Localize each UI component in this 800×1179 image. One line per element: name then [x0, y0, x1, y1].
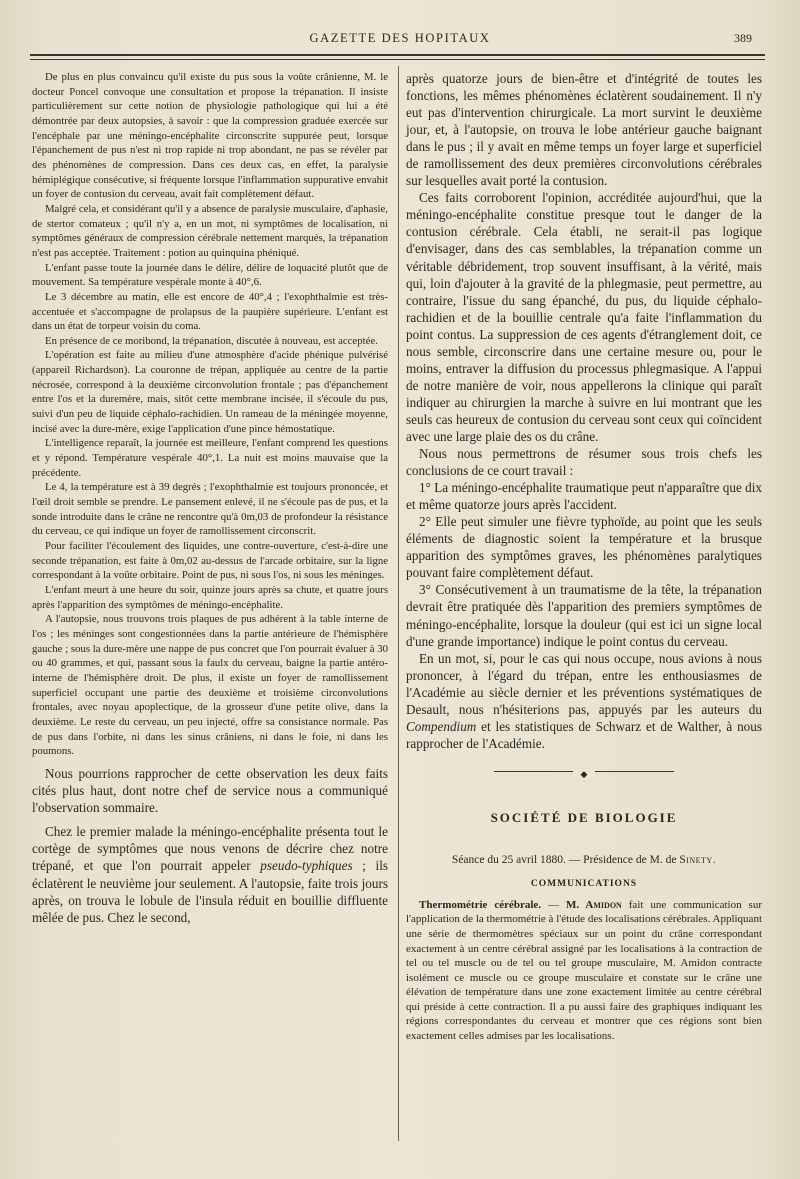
text-run: et les statistiques de Schwarz et de Walther, à nous rapprocher de l'Académie. — [406, 718, 762, 751]
conclusions — [406, 70, 762, 752]
text-run: Chez le premier malade la méningo-encéphalite présenta tout le cortège de symptômes que nous venons de décrire chez notre trépané, et que l'on pourrait appeler — [32, 823, 388, 874]
commentary — [32, 765, 388, 927]
paragraph: Nous nous permettrons de résumer sous trois chefs les conclusions de ce court travail : — [406, 446, 762, 479]
right-column — [406, 70, 762, 1043]
paragraph: De plus en plus convaincu qu'il existe du pus sous la voûte crânienne, M. le docteur Poncel convoque une consultation et propose la trépanation. Il insiste particulièrement sur cette notion de physiologie pathologique qui lui a été démontrée par deux autopsies, à savoir : que la compression graduée exercée sur l'encéphale par une méningo-encéphalite circonscrite suppurée peut, lorsque l'épanchement de pus n'est ni trop rapide ni trop abondant, ne pas se révéler par des phénomènes de compression. Dans ces deux cas, en effet, la paralysie hémiplégique consécutive, si fréquente lorsque l'inflammation suppurative envahit un foyer de contusion du cerveau, avait fait complètement défaut. — [32, 71, 388, 201]
header-rule-thin — [30, 59, 765, 60]
paragraph — [406, 898, 762, 1043]
italic-term: pseudo-typhiques — [260, 858, 353, 874]
column-divider — [398, 66, 399, 1141]
session-info — [406, 854, 762, 866]
paragraph: Le 3 décembre au matin, elle est encore de 40°,4 ; l'exophthalmie est très-accentuée et s'accompagne de prolapsus de la paupière supérieure. L'enfant est dans un état de torpeur voisin du coma. — [32, 290, 388, 333]
section-separator — [406, 760, 762, 782]
paragraph: Nous pourrions rapprocher de cette observation les deux faits cités plus haut, dont notre chef de service nous a communiqué l'observation sommaire. — [32, 765, 388, 816]
header-rule — [30, 54, 765, 56]
paragraph: A l'autopsie, nous trouvons trois plaques de pus adhérent à la table interne de l'os ; les méninges sont congestionnées dans la partie antérieure de l'hémisphère gauche ; sous la dure-mère une nappe de pus concret que l'on pourrait évaluer à 30 ou 40 grammes, et qui, passant sous la faulx du cerveau, baigne la partie antéro-interne de l'hémisphère droit. De plus, il existe un foyer de ramollissement superficiel occupant une partie des deuxième et troisième circonvolutions frontales, avec noyau apoplectique, de la grosseur d'une petite olive, dans la deuxième. Le reste du cerveau, un peu injecté, offre sa consistance normale. Pas de pus dans l'orbite, ni dans les sinus crâniens, ni dans le foie, ni dans les poumons. — [32, 613, 388, 758]
author-name: M. Amidon — [565, 898, 622, 911]
session-date: Séance du 25 avril 1880. — Présidence de M. de — [451, 853, 680, 866]
subsection-heading: COMMUNICATIONS — [530, 878, 638, 889]
text-run: fait une communication sur l'application de la thermométrie à l'étude des localisations cérébrales. Appliquant une série de thermomètres spéciaux sur un point du crâne correspondant exactement à un centre cérébral assigné par les localisations à la contraction de tel ou tel muscle ou de tel ou tel groupe musculaire, M. Amidon contracte isolément ce muscle ou ce groupe musculaire et constate sur le crâne une élévation de température dans une zone exactement limitée au centre cérébral qui préside à cette contraction. Il a pu aussi faire des graphiques indiquant les régions correspondantes du cerveau et montrer que ces régions sont bien exactement celles admises par les localisations. — [406, 898, 762, 1042]
paragraph: L'enfant meurt à une heure du soir, quinze jours après sa chute, et quatre jours après l'apparition des symptômes de méningo-encéphalite. — [32, 583, 388, 611]
paragraph: Le 4, la température est à 39 degrés ; l'exophthalmie est toujours prononcée, et l'œil droit semble se prendre. Le pansement enlevé, il ne s'écoule pas de pus, et la sonde introduite dans le crâne ne rencontre qu'à 0m,03 de profondeur la résistance du cerveau, ce qui indique un foyer de ramollissement circonscrit. — [32, 481, 388, 538]
page-number: 389 — [734, 31, 752, 45]
paragraph: En présence de ce moribond, la trépanation, discutée à nouveau, est acceptée. — [45, 334, 378, 347]
running-title: GAZETTE DES HOPITAUX — [309, 31, 491, 45]
paragraph: Ces faits corroborent l'opinion, accréditée aujourd'hui, que la méningo-encéphalite constitue presque tout le danger de la contusion cérébrale. Cela établi, ne serait-il pas logique d'envisager, dans des cas semblables, la trépanation comme un véritable débridement, trop souvent insuffisant, à la vérité, mais qui, loin d'ajouter à la gravité de la phlegmasie, peut permettre, au contraire, l'issue du sang épanché, du pus, du liquide céphalo-rachidien et de la bouillie centrale qu'a faite l'inflammation du point contus. La suppression de ces agents d'étranglement doit, ce nous semble, circonscrire dans une certaine mesure ou, pour le moins, entraver la diffusion du processus phlegmasique. A l'appui de notre manière de voir, nous appellerons la clinique qui paraît indiquer au chirurgien la marche à suivre en lui montrant que les seuls cas heureux de contusion du cerveau sont ceux qui coïncident avec une large plaie des os du crâne. — [406, 190, 762, 444]
conclusion-item: 3° Consécutivement à un traumatisme de la tête, la trépanation devrait être pratiquée dès l'apparition des premiers symptômes de méningo-encéphalite, lorsque la douleur (qui est ici un signe local d'une grande importance) indique le point contus du cerveau. — [406, 582, 762, 649]
conclusion-item: 1° La méningo-encéphalite traumatique peut n'apparaître que dix et même quatorze jours après l'accident. — [406, 480, 762, 513]
paragraph: L'enfant passe toute la journée dans le délire, délire de loquacité plutôt que de mouvement. Sa température vespérale monte à 40°,6. — [32, 261, 388, 289]
text-run: En un mot, si, pour le cas qui nous occupe, nous avions à nous prononcer, à l'égard du trépan, entre les enthousiasmes de l'Académie au siècle dernier et les préventions systématiques de Desault, nous n'hésiterions pas, appuyés par les auteurs du — [406, 650, 762, 717]
paragraph: L'intelligence reparaît, la journée est meilleure, l'enfant comprend les questions et y répond. Température vespérale 40°,1. La nuit est moins mauvaise que la précédente. — [32, 437, 388, 479]
paragraph: Malgré cela, et considérant qu'il y a absence de paralysie musculaire, d'aphasie, de stertor comateux ; qu'il n'y a, en un mot, ni symptômes de localisation, ni symptômes généraux de compression cérébrale nettement marqués, la trépanation n'est pas acceptée. Traitement : potion au quinquina phéniqué. — [32, 202, 388, 259]
section-title: SOCIÉTÉ DE BIOLOGIE — [490, 809, 678, 825]
paragraph: L'opération est faite au milieu d'une atmosphère d'acide phénique pulvérisé (appareil Richardson). La couronne de trépan, appliquée au centre de la partie nécrosée, correspond à la deuxième circonvolution frontale ; pas d'épanchement entre l'os et la duremère, mais, sitôt cette membrane incisée, il s'écoule du pus, suivi d'un peu de liquide céphalo-rachidien. Un rameau de la méningée moyenne, incisé avec la dure-mère, exige l'application d'une pince hémostatique. — [32, 349, 388, 435]
paragraph: après quatorze jours de bien-être et d'intégrité de toutes les fonctions, les mêmes phénomènes éclatèrent soudainement. Il n'y eut pas d'intervention chirurgicale. La mort survint le deuxième jour, et, à l'autopsie, on trouva le lobe antérieur gauche baignant dans le pus ; il y avait en même temps un foyer large et superficiel de ramollissement des deux premières circonvolutions cérébrales sur lesquelles avait porté la contusion. — [406, 71, 762, 189]
case-report — [32, 70, 388, 759]
italic-term: Compendium — [406, 718, 477, 734]
paragraph: Pour faciliter l'écoulement des liquides, une contre-ouverture, c'est-à-dire une seconde trépanation, est faite à 0m,02 au-dessus de l'arcade orbitaire, sur la ligne correspondant à la voûte orbitaire. Point de pus, ni sous l'os, ni sous les méninges. — [32, 540, 388, 582]
text-run: — — [541, 898, 566, 911]
president-name: Sinety. — [679, 853, 717, 866]
paragraph — [406, 650, 762, 752]
left-column — [32, 70, 388, 927]
communication — [406, 898, 762, 1043]
text-run: ; ils éclatèrent le neuvième jour seulement. A l'autopsie, faite trois jours après, on trouva le lobule de l'insula réduit en bouillie diffluente mêlée de pus. Chez le second, — [32, 858, 389, 926]
communication-title: Thermométrie cérébrale. — [419, 898, 542, 911]
paragraph — [32, 823, 388, 927]
conclusion-item: 2° Elle peut simuler une fièvre typhoïde, au point que les seuls éléments de diagnostic soient la température et la brusque apparition des symptômes graves, les phénomènes paralytiques pouvant faire complètement défaut. — [406, 514, 762, 581]
diamond-ornament-icon: ◆ — [573, 769, 596, 779]
